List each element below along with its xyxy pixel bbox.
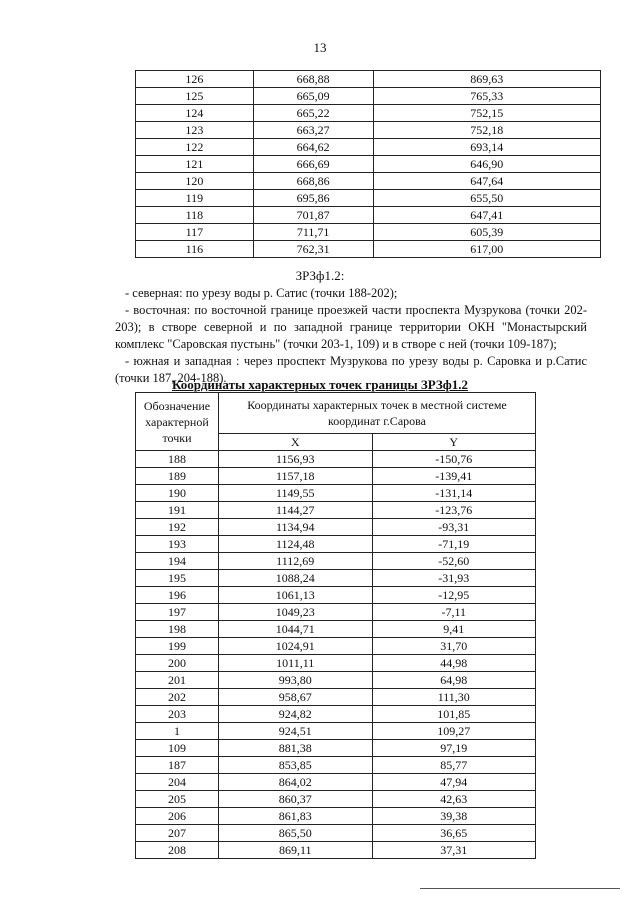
cell-point: 193: [136, 536, 219, 553]
cell-point: 119: [136, 190, 254, 207]
cell-point: 200: [136, 655, 219, 672]
cell-point: 204: [136, 774, 219, 791]
table-row: [136, 536, 536, 553]
table-row: [136, 774, 536, 791]
cell-point: 118: [136, 207, 254, 224]
cell-y: 31,70: [372, 638, 536, 655]
cell-y: 109,27: [372, 723, 536, 740]
cell-x: 1144,27: [218, 502, 372, 519]
cell-x: 1124,48: [218, 536, 372, 553]
table-row: [136, 519, 536, 536]
coordinates-table: [135, 392, 536, 859]
cell-point: 123: [136, 122, 254, 139]
table-row: [136, 791, 536, 808]
cell-point: 203: [136, 706, 219, 723]
cell-x: 864,02: [218, 774, 372, 791]
cell-y: 85,77: [372, 757, 536, 774]
cell-y: -93,31: [372, 519, 536, 536]
cell-x: 958,67: [218, 689, 372, 706]
cell-x: 711,71: [253, 224, 373, 241]
coordinates-table-title: Координаты характерных точек границы ЗРЗф1.2: [172, 377, 468, 392]
cell-point: 194: [136, 553, 219, 570]
header-coords: Координаты характерных точек в местной системе координат г.Сарова: [218, 393, 535, 434]
cell-x: 881,38: [218, 740, 372, 757]
cell-y: 655,50: [373, 190, 601, 207]
cell-point: 205: [136, 791, 219, 808]
cell-x: 1149,55: [218, 485, 372, 502]
cell-y: 693,14: [373, 139, 601, 156]
cell-x: 762,31: [253, 241, 373, 258]
cell-y: -31,93: [372, 570, 536, 587]
cell-y: 647,41: [373, 207, 601, 224]
cell-point: 126: [136, 71, 254, 88]
boundary-north: - северная: по урезу воды р. Сатис (точки 188-202);: [125, 286, 398, 300]
cell-x: 1088,24: [218, 570, 372, 587]
cell-x: 865,50: [218, 825, 372, 842]
header-y: Y: [372, 434, 536, 451]
table-row: [136, 808, 536, 825]
cell-x: 1061,13: [218, 587, 372, 604]
cell-y: 605,39: [373, 224, 601, 241]
cell-y: 42,63: [372, 791, 536, 808]
table-row: [136, 638, 536, 655]
table-row: [136, 139, 601, 156]
cell-x: 869,11: [218, 842, 372, 859]
cell-y: 9,41: [372, 621, 536, 638]
table-row: [136, 241, 601, 258]
table-row: [136, 553, 536, 570]
table-row: [136, 672, 536, 689]
cell-y: 101,85: [372, 706, 536, 723]
coordinates-table-continued: [135, 70, 601, 258]
cell-y: 646,90: [373, 156, 601, 173]
cell-y: 752,15: [373, 105, 601, 122]
cell-x: 1011,11: [218, 655, 372, 672]
cell-y: 647,64: [373, 173, 601, 190]
cell-point: 207: [136, 825, 219, 842]
cell-point: 121: [136, 156, 254, 173]
cell-point: 192: [136, 519, 219, 536]
cell-y: 111,30: [372, 689, 536, 706]
cell-point: 208: [136, 842, 219, 859]
table-row: [136, 689, 536, 706]
cell-point: 206: [136, 808, 219, 825]
cell-x: 665,22: [253, 105, 373, 122]
cell-y: 39,38: [372, 808, 536, 825]
table-row: [136, 224, 601, 241]
cell-y: 47,94: [372, 774, 536, 791]
cell-point: 198: [136, 621, 219, 638]
boundary-south-west: - южная и западная : через проспект Музрукова по урезу воды р. Саровка и р.Сатис (точки 187, 204-188).: [115, 354, 587, 385]
cell-point: 1: [136, 723, 219, 740]
cell-x: 924,51: [218, 723, 372, 740]
cell-y: -123,76: [372, 502, 536, 519]
boundary-east: - восточная: по восточной границе проезжей части проспекта Музрукова (точки 202-203); в створе северной и по западной границе территории ОКН "Монастырский комплекс "Саровская пустынь" (точки 203-1, 109) и в створе с ней (точки 109-187);: [115, 303, 587, 351]
coordinates-table-continued-body: [136, 71, 601, 258]
bottom-rule: [420, 888, 620, 889]
table-row: [136, 207, 601, 224]
cell-x: 924,82: [218, 706, 372, 723]
cell-point: 189: [136, 468, 219, 485]
table-row: [136, 706, 536, 723]
cell-y: 869,63: [373, 71, 601, 88]
table-row: [136, 485, 536, 502]
table-row: [136, 842, 536, 859]
cell-x: 666,69: [253, 156, 373, 173]
table-row: [136, 655, 536, 672]
cell-point: 201: [136, 672, 219, 689]
cell-y: -71,19: [372, 536, 536, 553]
cell-x: 1134,94: [218, 519, 372, 536]
table-row: [136, 723, 536, 740]
cell-y: -150,76: [372, 451, 536, 468]
cell-x: 993,80: [218, 672, 372, 689]
cell-x: 663,27: [253, 122, 373, 139]
cell-point: 122: [136, 139, 254, 156]
cell-y: 36,65: [372, 825, 536, 842]
cell-x: 665,09: [253, 88, 373, 105]
cell-point: 197: [136, 604, 219, 621]
cell-x: 1112,69: [218, 553, 372, 570]
cell-point: 199: [136, 638, 219, 655]
table-row: [136, 156, 601, 173]
cell-x: 1049,23: [218, 604, 372, 621]
cell-y: 64,98: [372, 672, 536, 689]
cell-y: 752,18: [373, 122, 601, 139]
cell-point: 109: [136, 740, 219, 757]
cell-point: 195: [136, 570, 219, 587]
cell-y: -7,11: [372, 604, 536, 621]
page-number: 13: [313, 40, 327, 55]
table-row: [136, 740, 536, 757]
table-row: [136, 570, 536, 587]
cell-x: 664,62: [253, 139, 373, 156]
cell-y: 44,98: [372, 655, 536, 672]
cell-point: 125: [136, 88, 254, 105]
table-row: [136, 190, 601, 207]
cell-y: 37,31: [372, 842, 536, 859]
cell-y: 765,33: [373, 88, 601, 105]
cell-y: -12,95: [372, 587, 536, 604]
cell-x: 860,37: [218, 791, 372, 808]
header-point: Обозначение характерной точки: [136, 393, 219, 451]
table-row: [136, 502, 536, 519]
boundary-description: [115, 285, 587, 387]
cell-y: -131,14: [372, 485, 536, 502]
cell-x: 695,86: [253, 190, 373, 207]
cell-y: -139,41: [372, 468, 536, 485]
cell-y: -52,60: [372, 553, 536, 570]
table-row: [136, 88, 601, 105]
table-row: [136, 105, 601, 122]
table-row: [136, 451, 536, 468]
header-x: X: [218, 434, 372, 451]
cell-point: 116: [136, 241, 254, 258]
cell-point: 188: [136, 451, 219, 468]
cell-y: 617,00: [373, 241, 601, 258]
table-row: [136, 587, 536, 604]
cell-point: 117: [136, 224, 254, 241]
table-row: [136, 604, 536, 621]
cell-x: 668,86: [253, 173, 373, 190]
zone-heading: ЗРЗф1.2:: [295, 268, 345, 283]
table-row: [136, 621, 536, 638]
cell-point: 190: [136, 485, 219, 502]
table-row: [136, 468, 536, 485]
cell-x: 1157,18: [218, 468, 372, 485]
cell-x: 1024,91: [218, 638, 372, 655]
cell-point: 202: [136, 689, 219, 706]
table-row: [136, 71, 601, 88]
cell-point: 124: [136, 105, 254, 122]
cell-x: 1044,71: [218, 621, 372, 638]
cell-x: 1156,93: [218, 451, 372, 468]
cell-y: 97,19: [372, 740, 536, 757]
table-row: [136, 122, 601, 139]
cell-point: 187: [136, 757, 219, 774]
cell-x: 701,87: [253, 207, 373, 224]
cell-x: 861,83: [218, 808, 372, 825]
cell-x: 853,85: [218, 757, 372, 774]
table-row: [136, 757, 536, 774]
cell-point: 120: [136, 173, 254, 190]
coordinates-table-body: [136, 451, 536, 859]
cell-point: 191: [136, 502, 219, 519]
table-row: [136, 825, 536, 842]
table-row: [136, 173, 601, 190]
cell-point: 196: [136, 587, 219, 604]
cell-x: 668,88: [253, 71, 373, 88]
